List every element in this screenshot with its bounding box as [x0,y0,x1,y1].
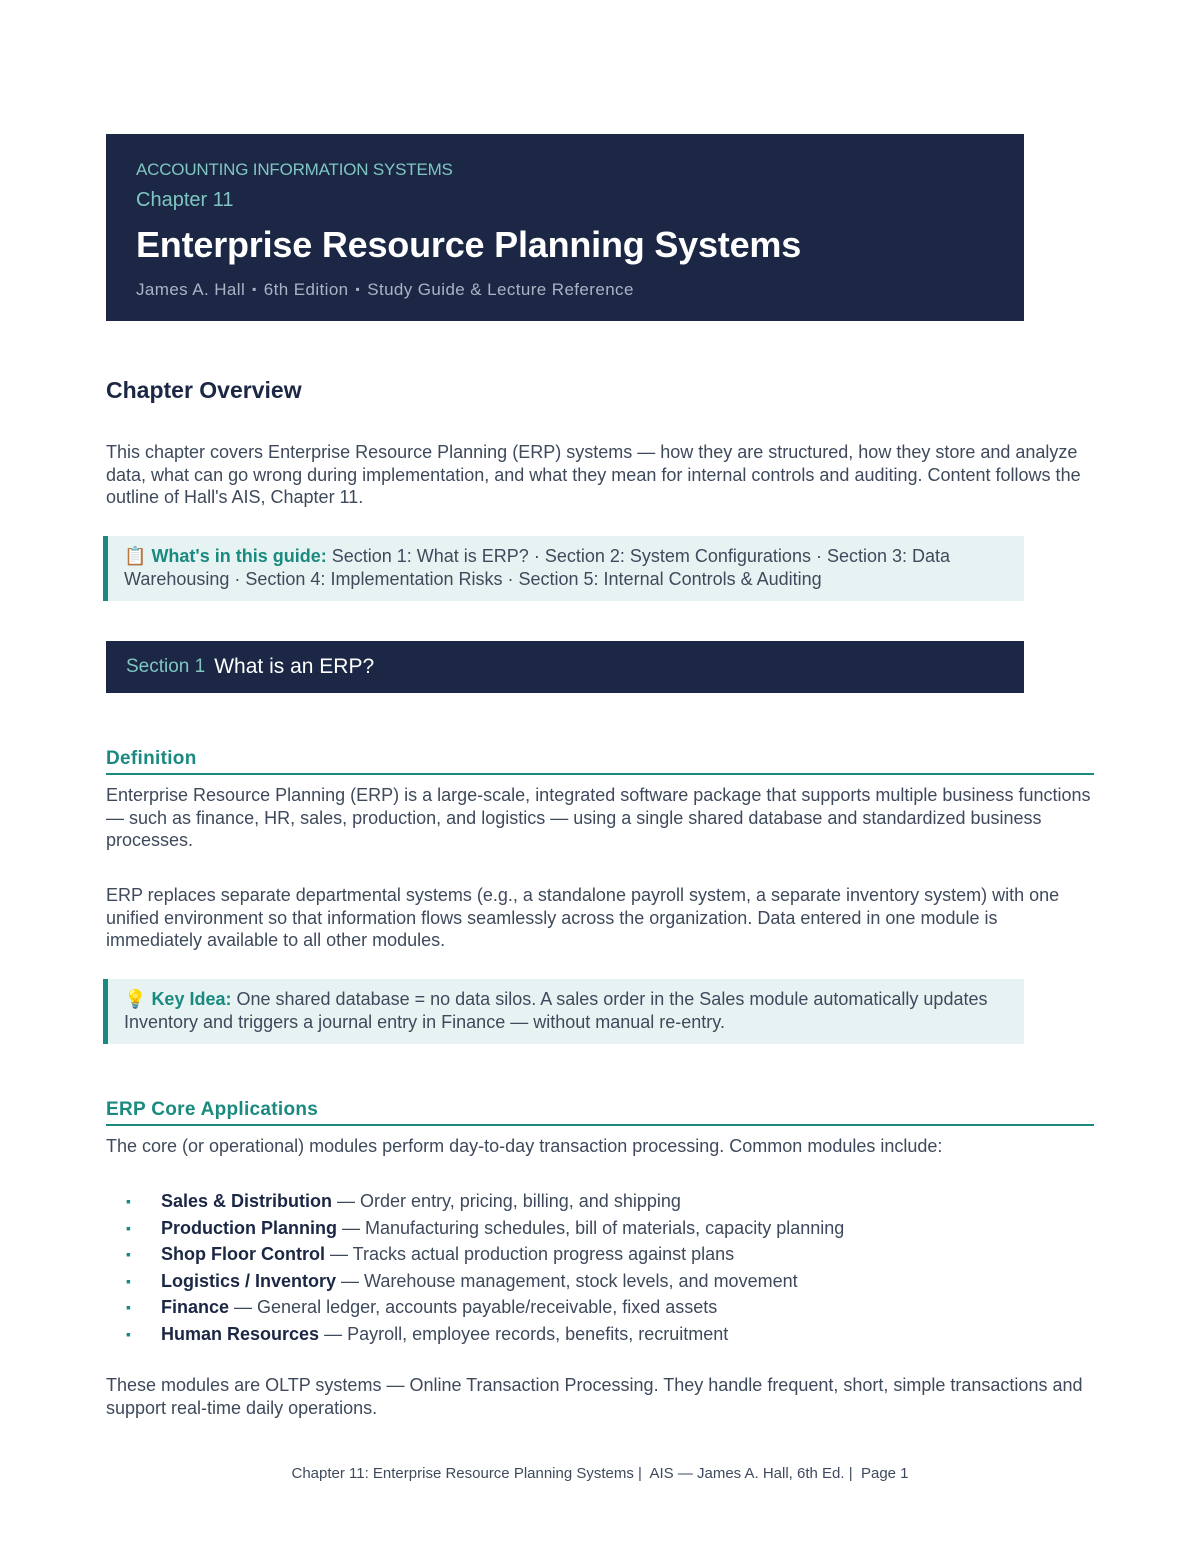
bullet-icon: ▪ [126,1219,131,1236]
chapter-title: Enterprise Resource Planning Systems [136,224,802,265]
bullet-icon: ▪ [126,1193,131,1209]
chapter-banner [106,134,1024,321]
core-intro: The core (or operational) modules perform day-to-day transaction processing. Common modules include: [106,1136,943,1156]
section-1-header [106,641,1024,693]
overview-paragraph: This chapter covers Enterprise Resource Planning (ERP) systems — how they are structured, how they store and analyze data, what can go wrong during implementation, and what they mean for internal controls and auditing. Content follows the outline of Hall's AIS, Chapter 11. [106,442,1081,507]
section-title: What is an ERP? [214,655,375,678]
list-item [126,1188,844,1215]
core-applications-heading: ERP Core Applications [106,1099,1094,1126]
key-idea-text: One shared database = no data silos. A sales order in the Sales module automatically updates Inventory and triggers a journal entry in Finance — without manual re-entry. [124,989,988,1032]
module-description: — General ledger, accounts payable/receivable, fixed assets [229,1297,718,1318]
module-name: Logistics / Inventory [161,1270,337,1291]
bullet-icon: ▪ [126,1325,131,1342]
definition-heading: Definition [106,748,1094,775]
oltp-paragraph: These modules are OLTP systems — Online Transaction Processing. They handle frequent, short, simple transactions and support real-time daily operations. [106,1375,1083,1418]
module-name: Production Planning [161,1217,337,1238]
section-number: Section 1 [126,656,206,677]
module-name: Sales & Distribution [161,1191,333,1211]
footer-book: AIS — James A. Hall, 6th Ed. [649,1465,845,1482]
footer-chapter: Chapter 11: Enterprise Resource Planning Systems [291,1465,634,1482]
chapter-number: Chapter 11 [136,189,234,211]
list-item [126,1294,844,1321]
edition: 6th Edition [263,280,349,299]
module-description: — Payroll, employee records, benefits, recruitment [319,1323,729,1344]
separator-icon: ▪ [355,282,361,296]
definition-paragraph-2: ERP replaces separate departmental systems (e.g., a standalone payroll system, a separate inventory system) with one unified environment so that information flows seamlessly across the organization. Data entered in one module is immediately available to all other modules. [106,885,1060,950]
clipboard-icon: 📋 [124,546,147,566]
module-name: Human Resources [161,1323,320,1344]
overview-heading: Chapter Overview [106,377,302,403]
guide-contents: Section 1: What is ERP? · Section 2: System Configurations · Section 3: Data Warehousing · Section 4: Implementation Risks · Section 5: Internal Controls & Auditing [124,546,951,589]
module-description: — Order entry, pricing, billing, and shipping [332,1191,681,1211]
course-kicker: ACCOUNTING INFORMATION SYSTEMS [136,160,453,179]
guide-callout [103,536,1024,601]
author: James A. Hall [136,280,246,299]
definition-paragraph-1: Enterprise Resource Planning (ERP) is a large-scale, integrated software package that supports multiple business functions — such as finance, HR, sales, production, and logistics — using a single shared database and standardized business processes. [106,785,1091,850]
key-idea-label: Key Idea: [151,989,232,1009]
bullet-icon: ▪ [126,1246,131,1263]
guide-label: What's in this guide: [151,546,327,566]
chapter-meta [136,280,994,301]
bullet-icon: ▪ [126,1299,131,1316]
list-item [126,1268,844,1295]
bullet-icon: ▪ [126,1272,131,1289]
separator-icon: ▪ [252,282,257,296]
module-description: — Manufacturing schedules, bill of materials, capacity planning [337,1217,845,1238]
module-description: — Tracks actual production progress against plans [324,1244,735,1265]
module-name: Shop Floor Control [161,1244,325,1265]
page-number: Page 1 [860,1465,909,1482]
page-footer: Chapter 11: Enterprise Resource Planning Systems | AIS — James A. Hall, 6th Ed. | Page 1 [291,1465,909,1482]
list-item [126,1215,844,1242]
core-modules-list [126,1188,844,1348]
list-item [126,1241,844,1268]
guide-subtitle: Study Guide & Lecture Reference [367,280,634,299]
lightbulb-icon: 💡 [124,989,147,1009]
list-item [126,1321,844,1348]
key-idea-callout [103,979,1024,1044]
module-description: — Warehouse management, stock levels, and movement [336,1270,798,1291]
module-name: Finance [161,1297,230,1318]
